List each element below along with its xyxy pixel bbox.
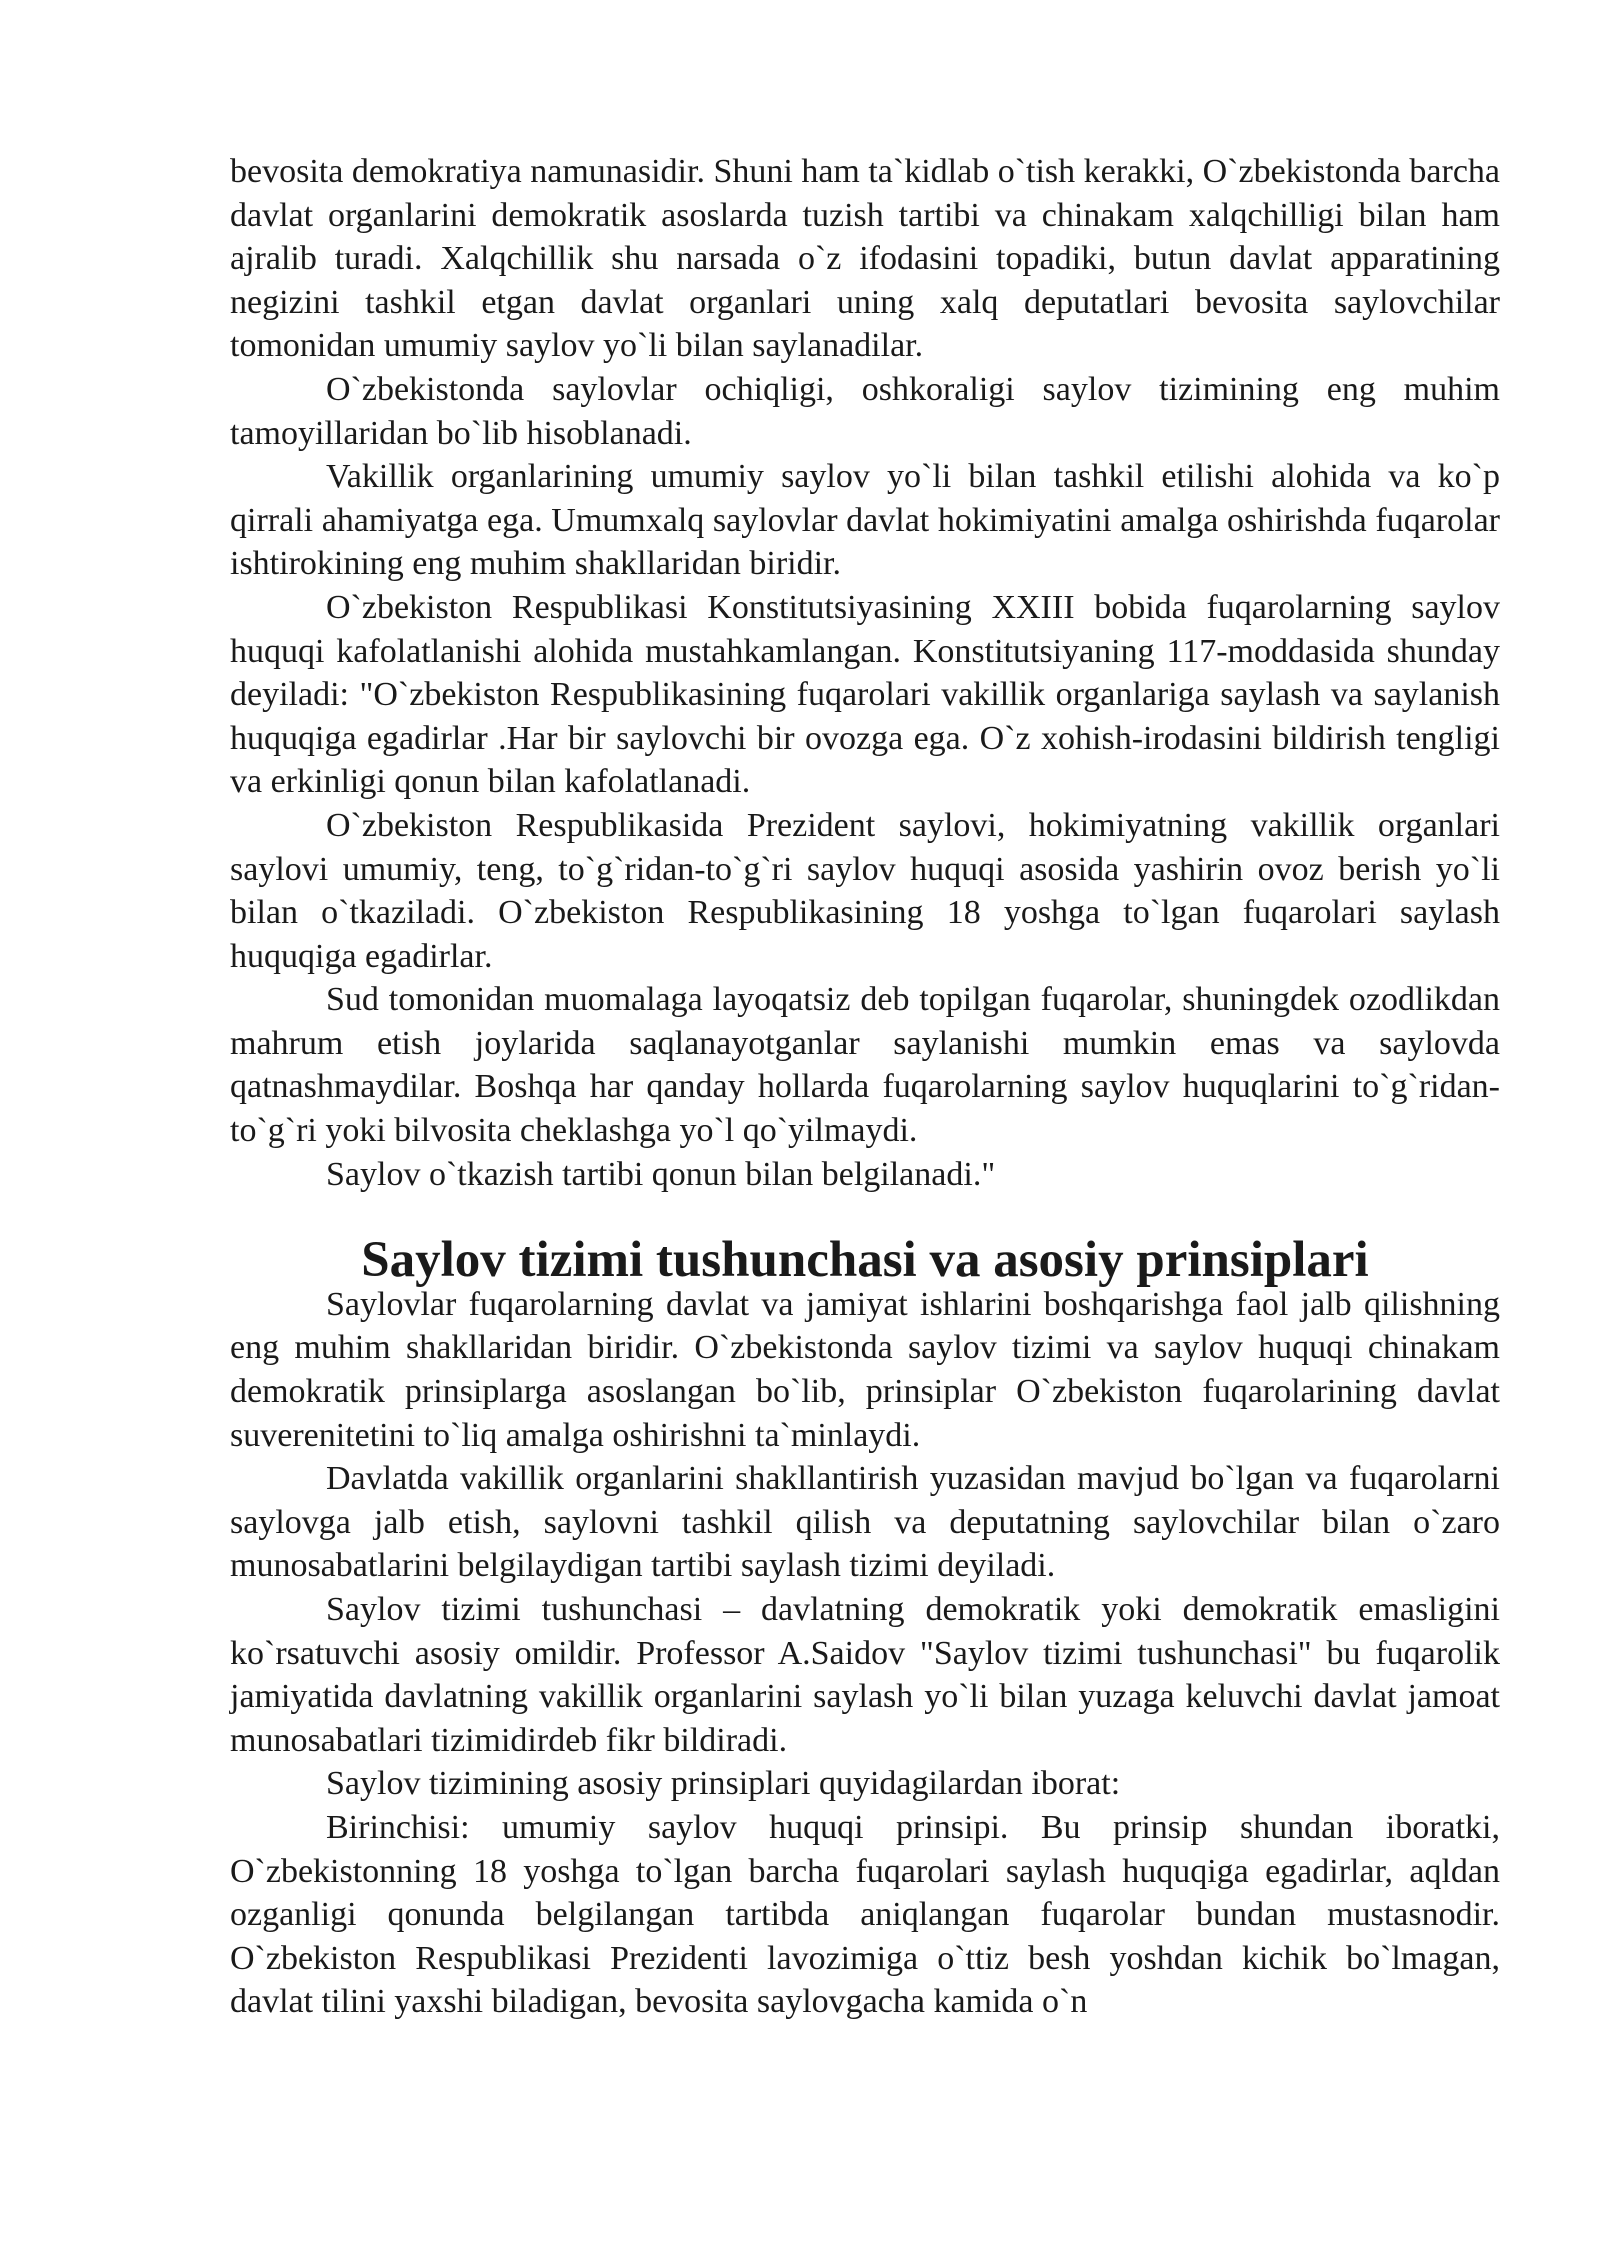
- paragraph: O`zbekiston Respublikasida Prezident saylovi, hokimiyatning vakillik organlari saylovi umumiy, teng, to`g`ridan-to`g`ri saylov huquqi asosida yashirin ovoz berish yo`li bilan o`tkaziladi. O`zbekiston Respublikasining 18 yoshga to`lgan fuqarolari saylash huquqiga egadirlar.: [230, 806, 1500, 975]
- paragraph: Birinchisi: umumiy saylov huquqi prinsipi. Bu prinsip shundan iboratki, O`zbekistonning 18 yoshga to`lgan barcha fuqarolari saylash huquqiga egadirlar, aqldan ozganligi qonunda belgilangan tartibda aniqlangan fuqarolar bundan mustasnodir. O`zbekiston Respublikasi Prezidenti lavozimiga o`ttiz besh yoshdan kichik bo`lmagan, davlat tilini yaxshi biladigan, bevosita saylovgacha kamida o`n: [230, 1808, 1500, 2021]
- section-heading: Saylov tizimi tushunchasi va asosiy prinsiplari: [361, 1232, 1369, 1289]
- paragraph: Sud tomonidan muomalaga layoqatsiz deb topilgan fuqarolar, shuningdek ozodlikdan mahrum etish joylarida saqlanayotganlar saylanishi mumkin emas va saylovda qatnashmaydilar. Boshqa har qanday hollarda fuqarolarning saylov huquqlarini to`g`ridan-to`g`ri yoki bilvosita cheklashga yo`l qo`yilmaydi.: [230, 981, 1500, 1150]
- paragraph: Saylov o`tkazish tartibi qonun bilan belgilanadi.": [326, 1155, 996, 1193]
- paragraph: Saylovlar fuqarolarning davlat va jamiyat ishlarini boshqarishga faol jalb qilishning eng muhim shakllaridan biridir. O`zbekistonda saylov tizimi va saylov huquqi chinakam demokratik prinsiplarga asoslangan bo`lib, prinsiplar O`zbekiston fuqarolarining davlat suverenitetini to`liq amalga oshirishni ta`minlaydi.: [230, 1285, 1500, 1454]
- paragraph: bevosita demokratiya namunasidir. Shuni ham ta`kidlab o`tish kerakki, O`zbekistonda barcha davlat organlarini demokratik asoslarda tuzish tartibi va chinakam xalqchilligi bilan ham ajralib turadi. Xalqchillik shu narsada o`z ifodasini topadiki, butun davlat apparatining negizini tashkil etgan davlat organlari uning xalq deputatlari bevosita saylovchilar tomonidan umumiy saylov yo`li bilan saylanadilar.: [230, 153, 1500, 365]
- paragraph: O`zbekiston Respublikasi Konstitutsiyasining XXIII bobida fuqarolarning saylov huquqi kafolatlanishi alohida mustahkamlangan. Konstitutsiyaning 117-moddasida shunday deyiladi: "O`zbekiston Respublikasining fuqarolari vakillik organlariga saylash va saylanish huquqiga egadirlar .Har bir saylovchi bir ovozga ega. O`z xohish-irodasini bildirish tengligi va erkinligi qonun bilan kafolatlanadi.: [230, 588, 1500, 801]
- paragraph: Davlatda vakillik organlarini shakllantirish yuzasidan mavjud bo`lgan va fuqarolarni saylovga jalb etish, saylovni tashkil qilish va deputatning saylovchilar bilan o`zaro munosabatlarini belgilaydigan tartibi saylash tizimi deyiladi.: [230, 1460, 1500, 1585]
- paragraph: Saylov tizimi tushunchasi – davlatning demokratik yoki demokratik emasligini ko`rsatuvchi asosiy omildir. Professor A.Saidov "Saylov tizimi tushunchasi" bu fuqarolik jamiyatida davlatning vakillik organlarini saylash yo`li bilan yuzaga keluvchi davlat jamoat munosabatlari tizimidirdeb fikr bildiradi.: [230, 1591, 1500, 1759]
- document-page: [230, 150, 1500, 2024]
- paragraph: O`zbekistonda saylovlar ochiqligi, oshkoraligi saylov tizimining eng muhim tamoyillaridan bo`lib hisoblanadi.: [230, 370, 1500, 452]
- paragraph: Saylov tizimining asosiy prinsiplari quyidagilardan iborat:: [326, 1765, 1121, 1803]
- paragraph: Vakillik organlarining umumiy saylov yo`li bilan tashkil etilishi alohida va ko`p qirrali ahamiyatga ega. Umumxalq saylovlar davlat hokimiyatini amalga oshirishda fuqarolar ishtirokining eng muhim shakllaridan biridir.: [230, 458, 1500, 583]
